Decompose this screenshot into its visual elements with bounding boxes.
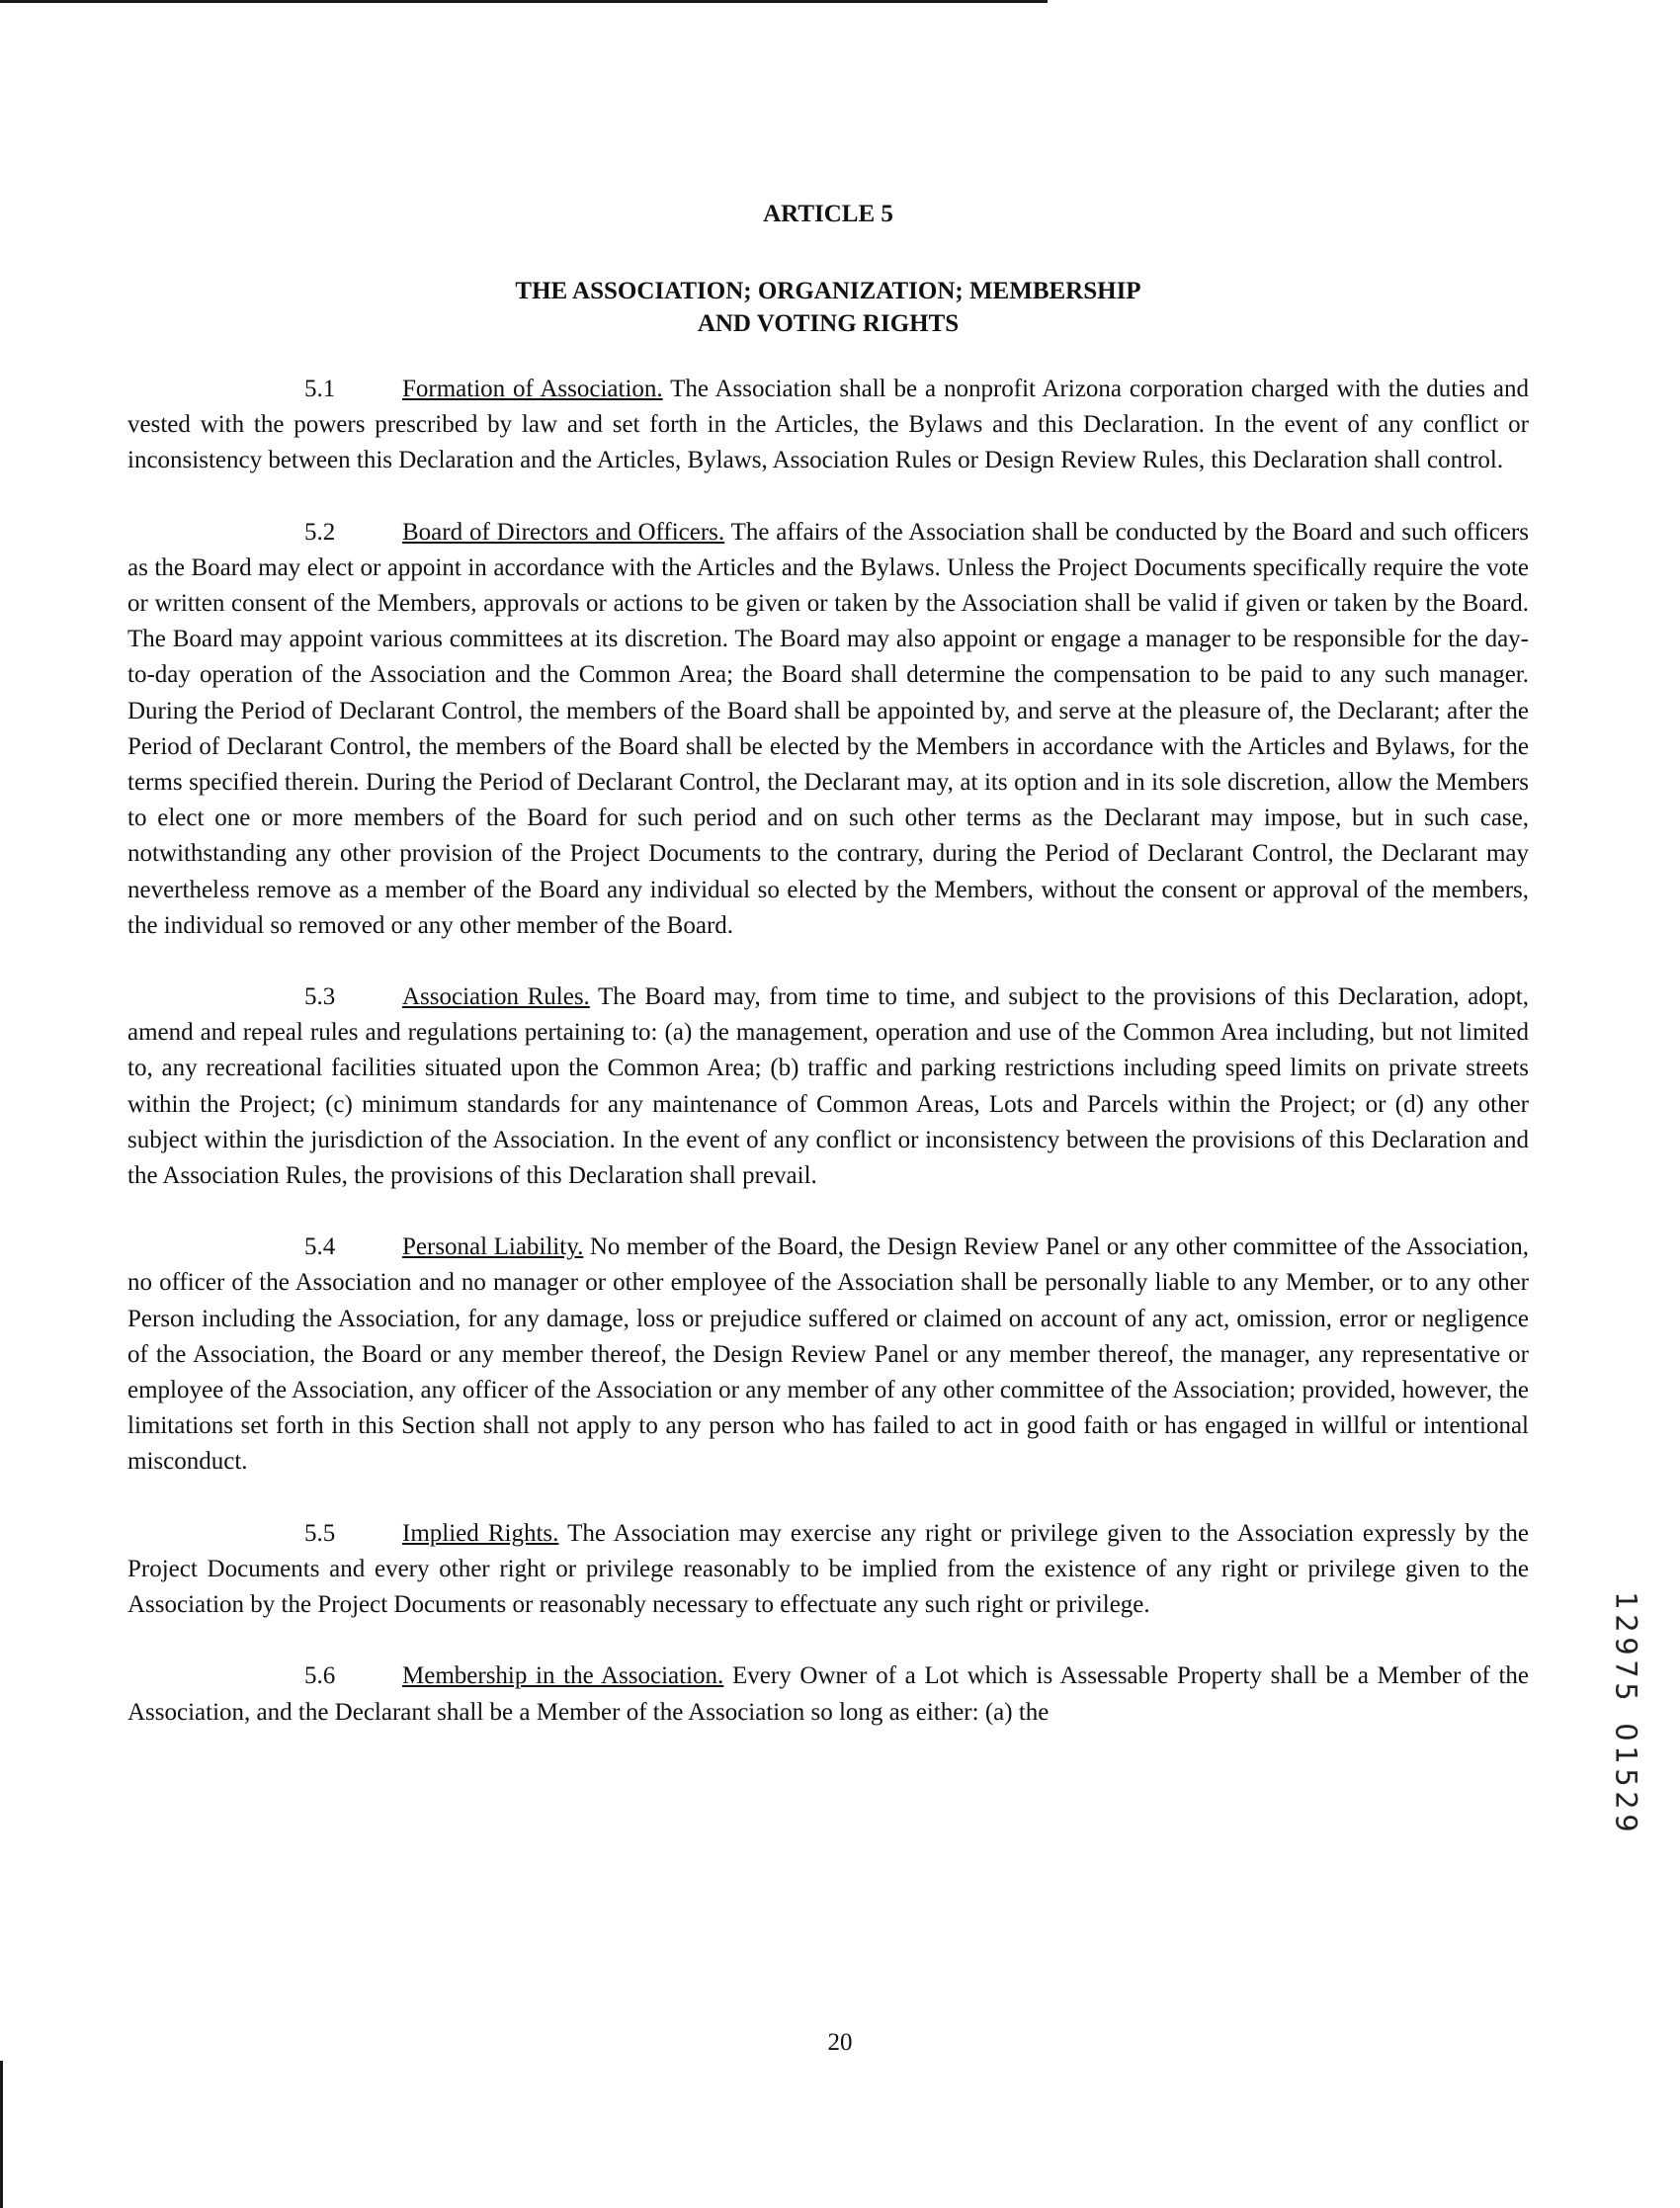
document-page <box>127 198 1529 1766</box>
recording-digit: 9 <box>1609 1637 1643 1656</box>
section-heading: Personal Liability. <box>402 1233 584 1261</box>
section-5-4 <box>127 1230 1529 1480</box>
section-heading: Formation of Association. <box>402 376 663 402</box>
section-5-5 <box>127 1516 1529 1624</box>
section-body: The Board may, from time to time, and subject to the provisions of this Declaration, adopt, amend and repeal rules and regulations pertaining to: (a) the management, operation and use of the Common Area including, but not limited to, any recreational facilities situated upon the Common Area; (b) traffic and parking restrictions including speed limits on private streets within the Project; (c) minimum standards for any maintenance of Common Areas, Lots and Parcels within the Project; or (d) any other subject within the jurisdiction of the Association. In the event of any conflict or inconsistency between the provisions of this Declaration and the Association Rules, the provisions of this Declaration shall prevail. <box>127 983 1529 1190</box>
section-number: 5.1 <box>304 376 336 402</box>
section-number: 5.2 <box>304 518 336 546</box>
section-number: 5.3 <box>304 983 336 1011</box>
recording-digit: 0 <box>1609 1723 1643 1741</box>
section-5-1 <box>127 372 1529 479</box>
section-body: The Association may exercise any right or privilege given to the Association expressly by the Project Documents and every other right or privilege reasonably to be implied from the existence of any right or privilege given to the Association by the Project Documents or reasonably necessary to effectuate any such right or privilege. <box>127 1519 1529 1619</box>
article-subtitle-line-1: THE ASSOCIATION; ORGANIZATION; MEMBERSHIP <box>515 278 1141 304</box>
section-body: Every Owner of a Lot which is Assessable Property shall be a Member of the Association, and the Declarant shall be a Member of the Association so long as either: (a) the <box>127 1662 1530 1726</box>
section-heading: Implied Rights. <box>402 1519 559 1547</box>
section-heading: Membership in the Association. <box>402 1662 724 1690</box>
section-body: No member of the Board, the Design Review Panel or any other committee of the Association, no officer of the Association and no manager or other employee of the Association shall be personally liable to any Member, or to any other Person including the Association, for any damage, loss or prejudice suffered or claimed on account of any act, omission, error or negligence of the Association, the Board or any member thereof, the Design Review Panel or any member thereof, the manager, any representative or employee of the Association, any officer of the Association or any member of any other committee of the Association; provided, however, the limitations set forth in this Section shall not apply to any person who has failed to act in good faith or has engaged in willful or intentional misconduct. <box>127 1233 1529 1476</box>
top-scan-edge-rule <box>0 0 1048 3</box>
recording-digit: 1 <box>1609 1591 1643 1610</box>
section-heading: Board of Directors and Officers. <box>402 518 725 546</box>
recording-digit: 2 <box>1609 1614 1643 1633</box>
section-number: 5.5 <box>304 1519 336 1547</box>
recording-digit: 9 <box>1609 1814 1643 1832</box>
recording-digit: 1 <box>1609 1745 1643 1764</box>
article-title: ARTICLE 5 <box>763 201 893 227</box>
section-5-3 <box>127 979 1529 1194</box>
recording-digit: 7 <box>1609 1659 1643 1678</box>
section-5-6 <box>127 1658 1529 1730</box>
recording-digit: 5 <box>1609 1768 1643 1787</box>
recording-digit: 2 <box>1609 1791 1643 1810</box>
recording-digit: 5 <box>1609 1682 1643 1701</box>
left-scan-edge-mark <box>0 2061 3 2208</box>
section-number: 5.6 <box>304 1662 336 1690</box>
article-subtitle-line-2: AND VOTING RIGHTS <box>697 310 960 337</box>
recording-number-stamp <box>1599 1589 1652 1886</box>
section-number: 5.4 <box>304 1233 336 1261</box>
section-body: The affairs of the Association shall be conducted by the Board and such officers as the Board may elect or appoint in accordance with the Articles and the Bylaws. Unless the Project Documents specifically require the vote or written consent of the Members, approvals or actions to be given or taken by the Association shall be valid if given or taken by the Board. The Board may appoint various committees at its discretion. The Board may also appoint or engage a manager to be responsible for the day-to-day operation of the Association and the Common Area; the Board shall determine the compensation to be paid to any such manager. During the Period of Declarant Control, the members of the Board shall be appointed by, and serve at the pleasure of, the Declarant; after the Period of Declarant Control, the members of the Board shall be elected by the Members in accordance with the Articles and Bylaws, for the terms specified therein. During the Period of Declarant Control, the Declarant may, at its option and in its sole discretion, allow the Members to elect one or more members of the Board for such period and on such other terms as the Declarant may impose, but in such case, notwithstanding any other provision of the Project Documents to the contrary, during the Period of Declarant Control, the Declarant may nevertheless remove as a member of the Board any individual so elected by the Members, without the consent or approval of the members, the individual so removed or any other member of the Board. <box>127 518 1529 939</box>
section-heading: Association Rules. <box>402 983 590 1011</box>
section-body: The Association shall be a nonprofit Arizona corporation charged with the duties and vested with the powers prescribed by law and set forth in the Articles, the Bylaws and this Declaration. In the event of any conflict or inconsistency between this Declaration and the Articles, Bylaws, Association Rules or Design Review Rules, this Declaration shall control. <box>127 376 1529 474</box>
section-5-2 <box>127 515 1529 944</box>
page-number: 20 <box>827 2029 853 2056</box>
